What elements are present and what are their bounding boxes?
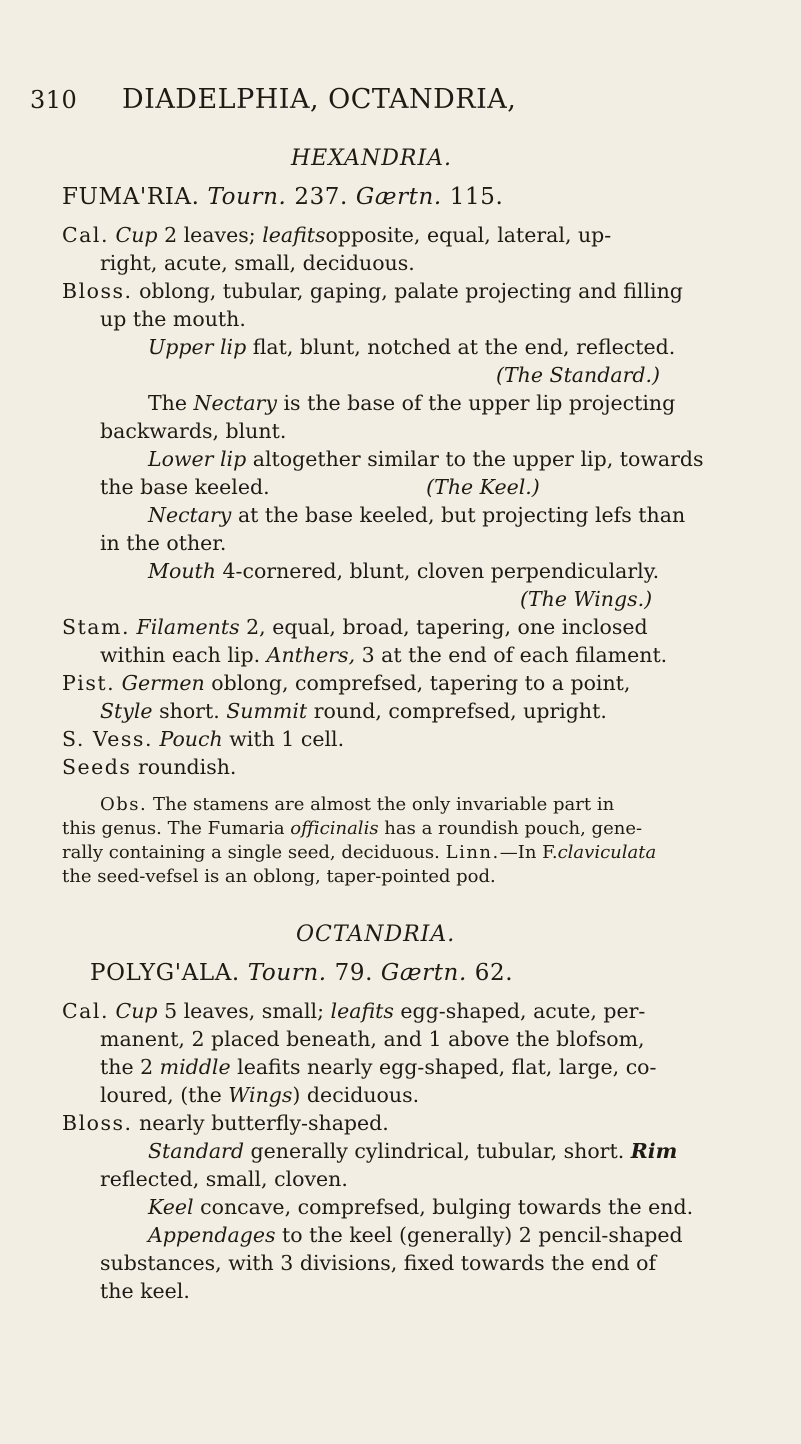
running-title: DIADELPHIA, OCTANDRIA, (122, 84, 517, 115)
oct-cal-line-4: loured, (the Wings) deciduous. (100, 1083, 420, 1107)
upper-lip-line: Upper lip flat, blunt, notched at the end, reflected. (148, 335, 676, 359)
obs-line-3: rally containing a single seed, deciduous. Linn.—In F.claviculata (62, 842, 657, 863)
oct-cal-line-1: Cal. Cup 5 leaves, small; leafits egg-shaped, acute, per- (62, 999, 646, 1023)
oct-cal-line-3: the 2 middle leafits nearly egg-shaped, flat, large, co- (100, 1055, 657, 1079)
lower-lip-line-2: the base keeled. (The Keel.) (100, 475, 540, 499)
obs-line-4: the seed-vefsel is an oblong, taper-pointed pod. (62, 866, 496, 887)
cal-line-2: right, acute, small, deciduous. (100, 251, 415, 275)
pist-line-1: Pist. Germen oblong, comprefsed, tapering to a point, (62, 671, 631, 695)
appendages-line-3: the keel. (100, 1279, 190, 1303)
keel-line: Keel concave, comprefsed, bulging towards the end. (148, 1195, 694, 1219)
appendages-line-1: Appendages to the keel (generally) 2 pencil-shaped (148, 1223, 683, 1247)
standard-line-1: Standard generally cylindrical, tubular, short. Rim (148, 1139, 678, 1163)
obs-line-2: this genus. The Fumaria officinalis has a roundish pouch, gene- (62, 818, 643, 839)
pist-line-2: Style short. Summit round, comprefsed, upright. (100, 699, 607, 723)
genus-line-polygala: POLYG'ALA. Tourn. 79. Gærtn. 62. (90, 960, 514, 986)
cal-line-1: Cal. Cup 2 leaves; leafitsopposite, equal, lateral, up- (62, 223, 612, 247)
page-number: 310 (30, 86, 78, 114)
seeds-line: Seeds roundish. (62, 755, 237, 779)
genus-line-fumaria: FUMA'RIA. Tourn. 237. Gærtn. 115. (62, 184, 504, 210)
stam-line-1: Stam. Filaments 2, equal, broad, tapering, one inclosed (62, 615, 648, 639)
lower-lip-line-1: Lower lip altogether similar to the upper lip, towards (148, 447, 704, 471)
oct-bloss-line: Bloss. nearly butterfly-shaped. (62, 1111, 389, 1135)
oct-cal-line-2: manent, 2 placed beneath, and 1 above the blofsom, (100, 1027, 645, 1051)
section-heading-octandria: OCTANDRIA. (296, 922, 456, 947)
mouth-line: Mouth 4-cornered, blunt, cloven perpendicularly. (148, 559, 660, 583)
obs-line-1: Obs. The stamens are almost the only invariable part in (100, 794, 615, 815)
genus-name: POLYG'ALA. (90, 960, 240, 986)
vess-line: S. Vess. Pouch with 1 cell. (62, 727, 345, 751)
standard-note: (The Standard.) (496, 363, 661, 387)
bloss-line-2: up the mouth. (100, 307, 246, 331)
nectary-base-line-1: Nectary at the base keeled, but projecting lefs than (148, 503, 686, 527)
stam-line-2: within each lip. Anthers, 3 at the end of each filament. (100, 643, 668, 667)
nectary-line-1: The Nectary is the base of the upper lip projecting (148, 391, 676, 415)
section-heading-hexandria: HEXANDRIA. (291, 146, 453, 171)
bloss-line-1: Bloss. oblong, tubular, gaping, palate projecting and filling (62, 279, 683, 303)
appendages-line-2: substances, with 3 divisions, fixed towards the end of (100, 1251, 657, 1275)
wings-note: (The Wings.) (520, 587, 653, 611)
running-head (30, 84, 670, 115)
nectary-line-2: backwards, blunt. (100, 419, 287, 443)
genus-name: FUMA'RIA. (62, 184, 200, 210)
standard-line-2: reflected, small, cloven. (100, 1167, 348, 1191)
nectary-base-line-2: in the other. (100, 531, 227, 555)
